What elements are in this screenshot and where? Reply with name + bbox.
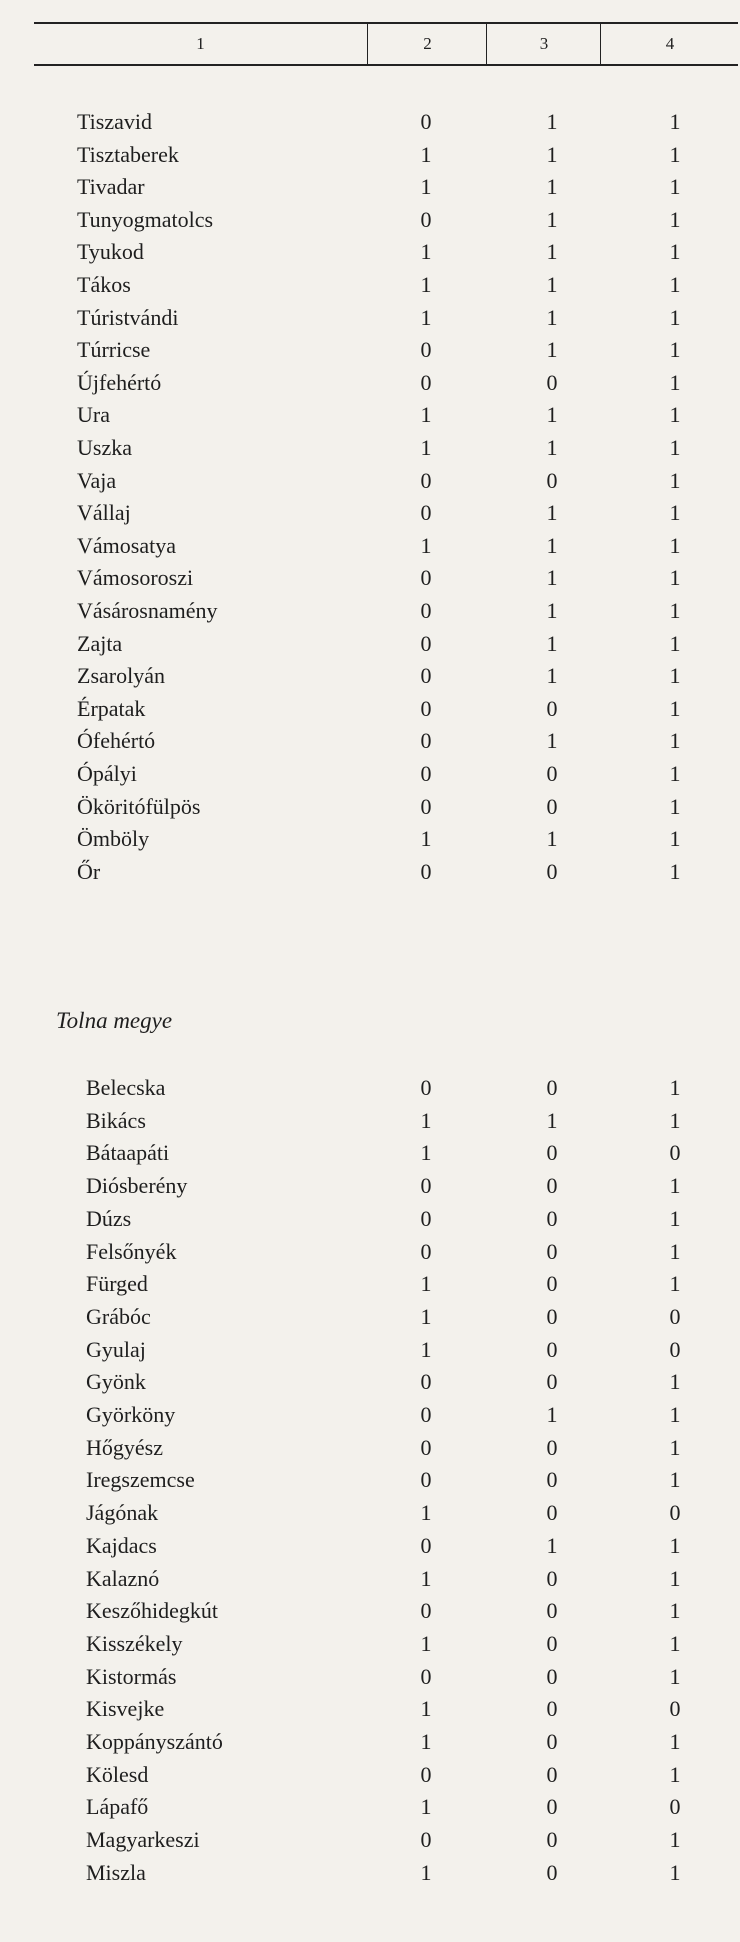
table-row (0, 269, 740, 300)
value-col-3: 1 (546, 435, 558, 460)
table-row (0, 1693, 740, 1724)
place-name: Miszla (86, 1859, 146, 1885)
value-col-3: 1 (546, 598, 558, 623)
value-col-3: 0 (546, 1336, 558, 1362)
table-row (0, 1759, 740, 1790)
table-row (0, 1791, 740, 1822)
value-col-3: 1 (546, 728, 558, 754)
place-name: Bátaapáti (86, 1140, 170, 1166)
table-row (0, 1726, 740, 1757)
value-col-2: 0 (420, 206, 432, 232)
value-col-3: 0 (546, 1663, 558, 1689)
value-col-3: 0 (546, 695, 558, 721)
table-row (0, 660, 740, 691)
table-row (0, 1105, 740, 1136)
value-col-2: 0 (420, 728, 432, 754)
value-col-2: 1 (420, 826, 432, 852)
value-col-2: 1 (420, 1271, 432, 1297)
value-col-4: 1 (669, 1402, 681, 1427)
value-col-3: 0 (546, 793, 558, 819)
value-col-3: 1 (546, 630, 558, 656)
table-row (0, 856, 740, 887)
value-col-2: 1 (420, 1630, 432, 1656)
value-col-4: 1 (669, 304, 681, 330)
table-row (0, 823, 740, 854)
place-name: Ura (77, 402, 110, 428)
value-col-2: 0 (420, 500, 432, 526)
value-col-3: 0 (546, 1729, 558, 1754)
value-col-4: 1 (669, 1565, 681, 1591)
value-col-3: 0 (546, 467, 558, 493)
place-name: Fürged (86, 1271, 148, 1297)
place-name: Lápafő (86, 1794, 149, 1820)
value-col-2: 1 (420, 304, 432, 330)
table-row (0, 1203, 740, 1234)
place-name: Vállaj (77, 500, 131, 526)
value-col-2: 0 (420, 858, 432, 884)
table-row (0, 1824, 740, 1855)
value-col-2: 0 (420, 1238, 432, 1264)
value-col-4: 1 (669, 1271, 681, 1297)
table-row (0, 1464, 740, 1495)
value-col-3: 0 (546, 1434, 558, 1460)
value-col-3: 0 (546, 1565, 558, 1591)
value-col-4: 1 (669, 565, 681, 591)
place-name: Tisztaberek (77, 141, 179, 167)
value-col-3: 1 (546, 500, 558, 526)
value-col-2: 0 (420, 1663, 432, 1689)
place-name: Grábóc (86, 1303, 151, 1329)
value-col-4: 1 (669, 435, 681, 460)
place-name: Tiszavid (77, 109, 152, 134)
table-header (34, 22, 738, 66)
column-header-2: 2 (367, 24, 487, 64)
value-col-2: 0 (420, 663, 432, 689)
table-row (0, 302, 740, 333)
value-col-3: 1 (546, 239, 558, 265)
table-row (0, 432, 740, 463)
value-col-2: 1 (420, 1565, 432, 1591)
value-col-4: 1 (669, 1827, 681, 1853)
value-col-2: 1 (420, 1794, 432, 1820)
value-col-2: 1 (420, 1500, 432, 1526)
place-name: Iregszemcse (86, 1467, 195, 1493)
place-name: Hőgyész (86, 1434, 163, 1460)
value-col-3: 1 (546, 663, 558, 689)
value-col-4: 1 (669, 1532, 681, 1558)
value-col-4: 1 (669, 141, 681, 167)
value-col-2: 1 (420, 141, 432, 167)
value-col-2: 0 (420, 1173, 432, 1199)
place-name: Őr (77, 858, 101, 884)
value-col-4: 1 (669, 109, 681, 134)
value-col-4: 1 (669, 1238, 681, 1264)
value-col-2: 0 (420, 1205, 432, 1231)
value-col-3: 0 (546, 1794, 558, 1820)
value-col-4: 1 (669, 598, 681, 623)
place-name: Vámosoroszi (77, 565, 194, 591)
column-header-1: 1 (196, 34, 205, 53)
value-col-2: 1 (420, 239, 432, 265)
value-col-3: 0 (546, 1271, 558, 1297)
place-name: Felsőnyék (86, 1238, 177, 1264)
table-row (0, 399, 740, 430)
value-col-4: 1 (669, 1761, 681, 1787)
value-col-3: 0 (546, 1205, 558, 1231)
value-col-4: 1 (669, 174, 681, 200)
value-col-2: 1 (420, 1696, 432, 1722)
value-col-3: 1 (546, 109, 558, 134)
table-row (0, 1072, 740, 1103)
value-col-4: 1 (669, 858, 681, 884)
place-name: Vaja (77, 467, 117, 493)
value-col-2: 1 (420, 1336, 432, 1362)
value-col-4: 0 (669, 1794, 681, 1820)
value-col-3: 1 (546, 1532, 558, 1558)
value-col-4: 1 (669, 728, 681, 754)
table-row (0, 1857, 740, 1888)
table-row (0, 1334, 740, 1365)
value-col-4: 1 (669, 369, 681, 395)
table-row (0, 1137, 740, 1168)
value-col-4: 1 (669, 826, 681, 852)
value-col-3: 1 (546, 1107, 558, 1133)
value-col-3: 0 (546, 1859, 558, 1885)
value-col-4: 1 (669, 1630, 681, 1656)
table-row (0, 497, 740, 528)
value-col-4: 1 (669, 1467, 681, 1493)
table-row (0, 1301, 740, 1332)
place-name: Tivadar (77, 174, 145, 200)
value-col-4: 1 (669, 1729, 681, 1754)
place-name: Zsarolyán (77, 663, 165, 689)
value-col-4: 1 (669, 272, 681, 297)
value-col-4: 0 (669, 1140, 681, 1166)
table-row (0, 1432, 740, 1463)
value-col-2: 0 (420, 109, 432, 134)
value-col-4: 1 (669, 695, 681, 721)
value-col-2: 0 (420, 1075, 432, 1100)
place-name: Ököritófülpös (77, 793, 201, 819)
value-col-4: 1 (669, 467, 681, 493)
value-col-3: 0 (546, 1140, 558, 1166)
value-col-2: 0 (420, 761, 432, 786)
place-name: Kölesd (86, 1761, 149, 1787)
value-col-4: 1 (669, 1075, 681, 1100)
section-title-tolna: Tolna megye (56, 1008, 173, 1033)
value-col-3: 0 (546, 369, 558, 395)
table-row (0, 1628, 740, 1659)
table-row (0, 334, 740, 365)
value-col-3: 0 (546, 1369, 558, 1395)
value-col-2: 1 (420, 402, 432, 428)
value-col-4: 1 (669, 761, 681, 786)
place-name: Ömböly (77, 826, 150, 852)
place-name: Bikács (86, 1107, 146, 1133)
place-name: Gyönk (86, 1369, 146, 1395)
value-col-2: 1 (420, 532, 432, 558)
table-row (0, 791, 740, 822)
place-name: Kisvejke (86, 1696, 165, 1722)
place-name: Gyulaj (86, 1336, 146, 1362)
value-col-3: 1 (546, 1402, 558, 1427)
value-col-3: 0 (546, 1173, 558, 1199)
value-col-4: 1 (669, 1434, 681, 1460)
value-col-2: 0 (420, 1827, 432, 1853)
value-col-4: 1 (669, 239, 681, 265)
value-col-2: 0 (420, 1434, 432, 1460)
value-col-3: 0 (546, 858, 558, 884)
place-name: Györköny (86, 1402, 176, 1427)
value-col-4: 1 (669, 337, 681, 363)
value-col-2: 0 (420, 1467, 432, 1493)
value-col-3: 1 (546, 565, 558, 591)
place-name: Tyukod (77, 239, 144, 265)
value-col-2: 1 (420, 435, 432, 460)
value-col-2: 0 (420, 598, 432, 623)
table-row (0, 1530, 740, 1561)
table-row (0, 367, 740, 398)
place-name: Belecska (86, 1075, 166, 1100)
place-name: Érpatak (77, 695, 146, 721)
place-name: Tákos (77, 272, 131, 297)
table-row (0, 1268, 740, 1299)
value-col-4: 1 (669, 500, 681, 526)
value-col-4: 1 (669, 206, 681, 232)
table-row (0, 628, 740, 659)
place-name: Kistormás (86, 1663, 177, 1689)
value-col-3: 1 (546, 532, 558, 558)
value-col-4: 1 (669, 663, 681, 689)
value-col-4: 0 (669, 1696, 681, 1722)
table-row (0, 1497, 740, 1528)
value-col-2: 1 (420, 1729, 432, 1754)
value-col-4: 0 (669, 1303, 681, 1329)
value-col-4: 0 (669, 1336, 681, 1362)
table-row (0, 171, 740, 202)
place-name: Zajta (77, 630, 123, 656)
place-name: Túristvándi (77, 304, 179, 330)
place-name: Kisszékely (86, 1630, 183, 1656)
table-row (0, 1661, 740, 1692)
value-col-3: 0 (546, 1500, 558, 1526)
value-col-2: 0 (420, 1761, 432, 1787)
value-col-4: 1 (669, 793, 681, 819)
value-col-3: 1 (546, 304, 558, 330)
value-col-4: 1 (669, 1205, 681, 1231)
place-name: Jágónak (86, 1500, 159, 1526)
table-row (0, 465, 740, 496)
value-col-2: 0 (420, 337, 432, 363)
value-col-2: 0 (420, 793, 432, 819)
value-col-3: 1 (546, 141, 558, 167)
table-row (0, 1399, 740, 1430)
table-row (0, 1170, 740, 1201)
table-row (0, 1563, 740, 1594)
value-col-3: 1 (546, 402, 558, 428)
place-name: Uszka (77, 435, 132, 460)
value-col-3: 1 (546, 272, 558, 297)
value-col-2: 1 (420, 174, 432, 200)
value-col-4: 1 (669, 1107, 681, 1133)
place-name: Ófehértó (77, 728, 156, 754)
value-col-2: 0 (420, 695, 432, 721)
place-name: Keszőhidegkút (86, 1598, 218, 1624)
table-row (0, 204, 740, 235)
value-col-2: 0 (420, 467, 432, 493)
value-col-4: 1 (669, 630, 681, 656)
value-col-2: 0 (420, 630, 432, 656)
value-col-3: 1 (546, 206, 558, 232)
value-col-4: 1 (669, 1369, 681, 1395)
value-col-3: 0 (546, 1238, 558, 1264)
value-col-2: 0 (420, 1598, 432, 1624)
value-col-4: 1 (669, 1598, 681, 1624)
place-name: Túrricse (77, 337, 151, 363)
table-row (0, 1366, 740, 1397)
value-col-3: 0 (546, 1598, 558, 1624)
place-name: Tunyogmatolcs (77, 206, 214, 232)
table-row (0, 725, 740, 756)
table-row (0, 595, 740, 626)
table-row (0, 139, 740, 170)
value-col-2: 0 (420, 1369, 432, 1395)
column-header-4: 4 (600, 24, 739, 64)
place-name: Kajdacs (86, 1532, 157, 1558)
value-col-4: 1 (669, 1173, 681, 1199)
place-name: Dúzs (86, 1205, 132, 1231)
place-name: Vásárosnamény (77, 598, 218, 623)
place-name: Magyarkeszi (86, 1827, 200, 1853)
place-name: Vámosatya (77, 532, 176, 558)
place-name: Ópályi (77, 761, 137, 786)
place-name: Újfehértó (77, 369, 162, 395)
value-col-2: 0 (420, 369, 432, 395)
value-col-3: 0 (546, 1630, 558, 1656)
value-col-3: 0 (546, 1303, 558, 1329)
value-col-2: 1 (420, 1107, 432, 1133)
table-row (0, 1236, 740, 1267)
value-col-3: 0 (546, 1467, 558, 1493)
value-col-3: 0 (546, 1827, 558, 1853)
value-col-4: 1 (669, 532, 681, 558)
value-col-2: 1 (420, 1859, 432, 1885)
value-col-3: 0 (546, 1696, 558, 1722)
value-col-2: 1 (420, 1140, 432, 1166)
value-col-3: 0 (546, 761, 558, 786)
table-row (0, 106, 740, 137)
place-name: Koppányszántó (86, 1729, 223, 1754)
value-col-3: 1 (546, 826, 558, 852)
value-col-2: 0 (420, 565, 432, 591)
value-col-4: 1 (669, 402, 681, 428)
value-col-4: 1 (669, 1859, 681, 1885)
table-row (0, 530, 740, 561)
table-row (0, 562, 740, 593)
table-row (0, 693, 740, 724)
place-name: Kalaznó (86, 1565, 160, 1591)
table-row (0, 236, 740, 267)
value-col-2: 0 (420, 1402, 432, 1427)
value-col-2: 1 (420, 272, 432, 297)
value-col-3: 1 (546, 337, 558, 363)
value-col-4: 0 (669, 1500, 681, 1526)
table-row (0, 1595, 740, 1626)
place-name: Diósberény (86, 1173, 188, 1199)
value-col-3: 0 (546, 1761, 558, 1787)
column-header-3: 3 (486, 24, 601, 64)
value-col-2: 0 (420, 1532, 432, 1558)
value-col-4: 1 (669, 1663, 681, 1689)
table-row (0, 758, 740, 789)
value-col-3: 1 (546, 174, 558, 200)
value-col-2: 1 (420, 1303, 432, 1329)
value-col-3: 0 (546, 1075, 558, 1100)
